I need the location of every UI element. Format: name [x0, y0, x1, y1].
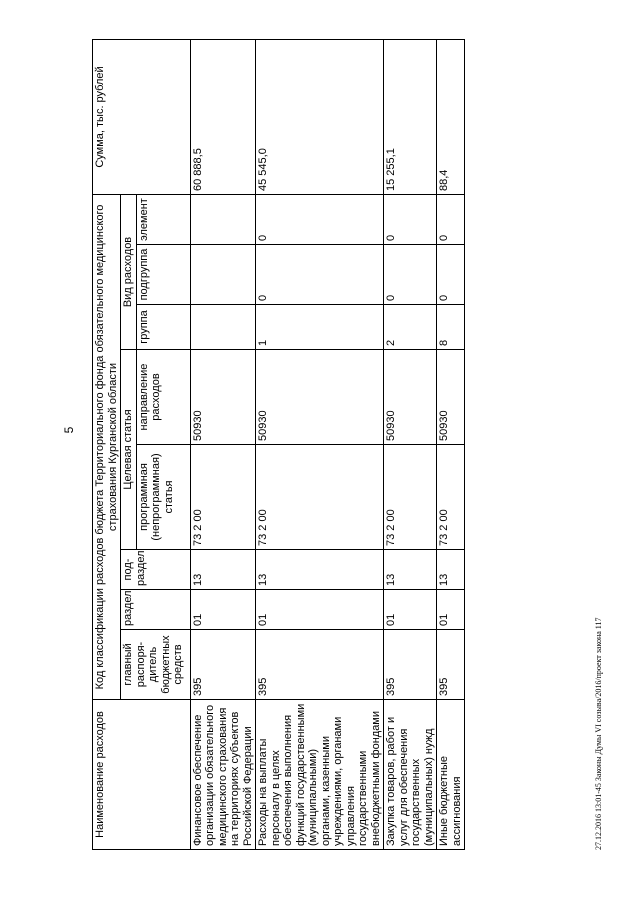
row-group: 8: [437, 305, 465, 350]
row-subsection: 13: [384, 550, 437, 590]
row-section: 01: [190, 590, 256, 630]
header-main-manager: главный распоря-дитель бюджетных средств: [121, 630, 191, 700]
table-row: [437, 40, 465, 850]
row-group: [190, 305, 256, 350]
row-program: 73 2 00: [190, 445, 256, 550]
header-element: элемент: [136, 195, 190, 245]
row-section: 01: [256, 590, 384, 630]
row-section: 01: [384, 590, 437, 630]
header-row-1: [93, 40, 121, 850]
row-sum: 45 545,0: [256, 40, 384, 195]
table-row: [384, 40, 437, 850]
row-element: [190, 195, 256, 245]
row-sum: 60 888,5: [190, 40, 256, 195]
row-element: 0: [384, 195, 437, 245]
budget-table: [92, 39, 465, 850]
row-program: 73 2 00: [437, 445, 465, 550]
row-manager: 395: [437, 630, 465, 700]
header-program-article: программная (непрограммная) статья: [136, 445, 190, 550]
header-subsection: под-раздел: [121, 550, 191, 590]
header-expense-type: Вид расходов: [121, 195, 137, 350]
header-code-group: Код классификации расходов бюджета Территориального фонда обязательного медицинского страхования Курганской области: [93, 195, 121, 700]
header-target-article: Целевая статья: [121, 350, 137, 550]
page-number: 5: [62, 426, 76, 434]
row-program: 73 2 00: [384, 445, 437, 550]
row-element: 0: [437, 195, 465, 245]
footer-note: 27.12.2016 13:01-45 Законы Думы VI созыва/2016/проект закона 117: [594, 617, 603, 850]
row-subsection: 13: [190, 550, 256, 590]
row-program: 73 2 00: [256, 445, 384, 550]
row-name: Закупка товаров, работ и услуг для обеспечения государственных (муниципальных) нужд: [384, 700, 437, 850]
row-sum: 88,4: [437, 40, 465, 195]
row-subgroup: 0: [256, 245, 384, 305]
header-name: Наименование расходов: [93, 700, 191, 850]
row-section: 01: [437, 590, 465, 630]
row-direction: 50930: [384, 350, 437, 445]
row-subgroup: 0: [384, 245, 437, 305]
row-name: Иные бюджетные ассигнования: [437, 700, 465, 850]
row-direction: 50930: [437, 350, 465, 445]
row-manager: 395: [190, 630, 256, 700]
header-direction: направление расходов: [136, 350, 190, 445]
row-sum: 15 255,1: [384, 40, 437, 195]
row-subsection: 13: [437, 550, 465, 590]
row-subgroup: 0: [437, 245, 465, 305]
rotated-content: [22, 0, 622, 860]
table-row: [256, 40, 384, 850]
row-manager: 395: [256, 630, 384, 700]
table-row: [190, 40, 256, 850]
row-subsection: 13: [256, 550, 384, 590]
row-direction: 50930: [256, 350, 384, 445]
header-group: группа: [136, 305, 190, 350]
row-element: 0: [256, 195, 384, 245]
header-subgroup: подгруппа: [136, 245, 190, 305]
row-manager: 395: [384, 630, 437, 700]
row-name: Финансовое обеспечение организации обязательного медицинского страхования на территориях субъектов Российской Федерации: [190, 700, 256, 850]
row-name: Расходы на выплаты персоналу в целях обеспечения выполнения функций государственными (муниципальными) органами, казенными учреждениями, органами управления государственными внебюджетными фондами: [256, 700, 384, 850]
row-group: 1: [256, 305, 384, 350]
row-direction: 50930: [190, 350, 256, 445]
header-section: раздел: [121, 590, 191, 630]
row-group: 2: [384, 305, 437, 350]
row-subgroup: [190, 245, 256, 305]
header-sum: Сумма, тыс. рублей: [93, 40, 191, 195]
